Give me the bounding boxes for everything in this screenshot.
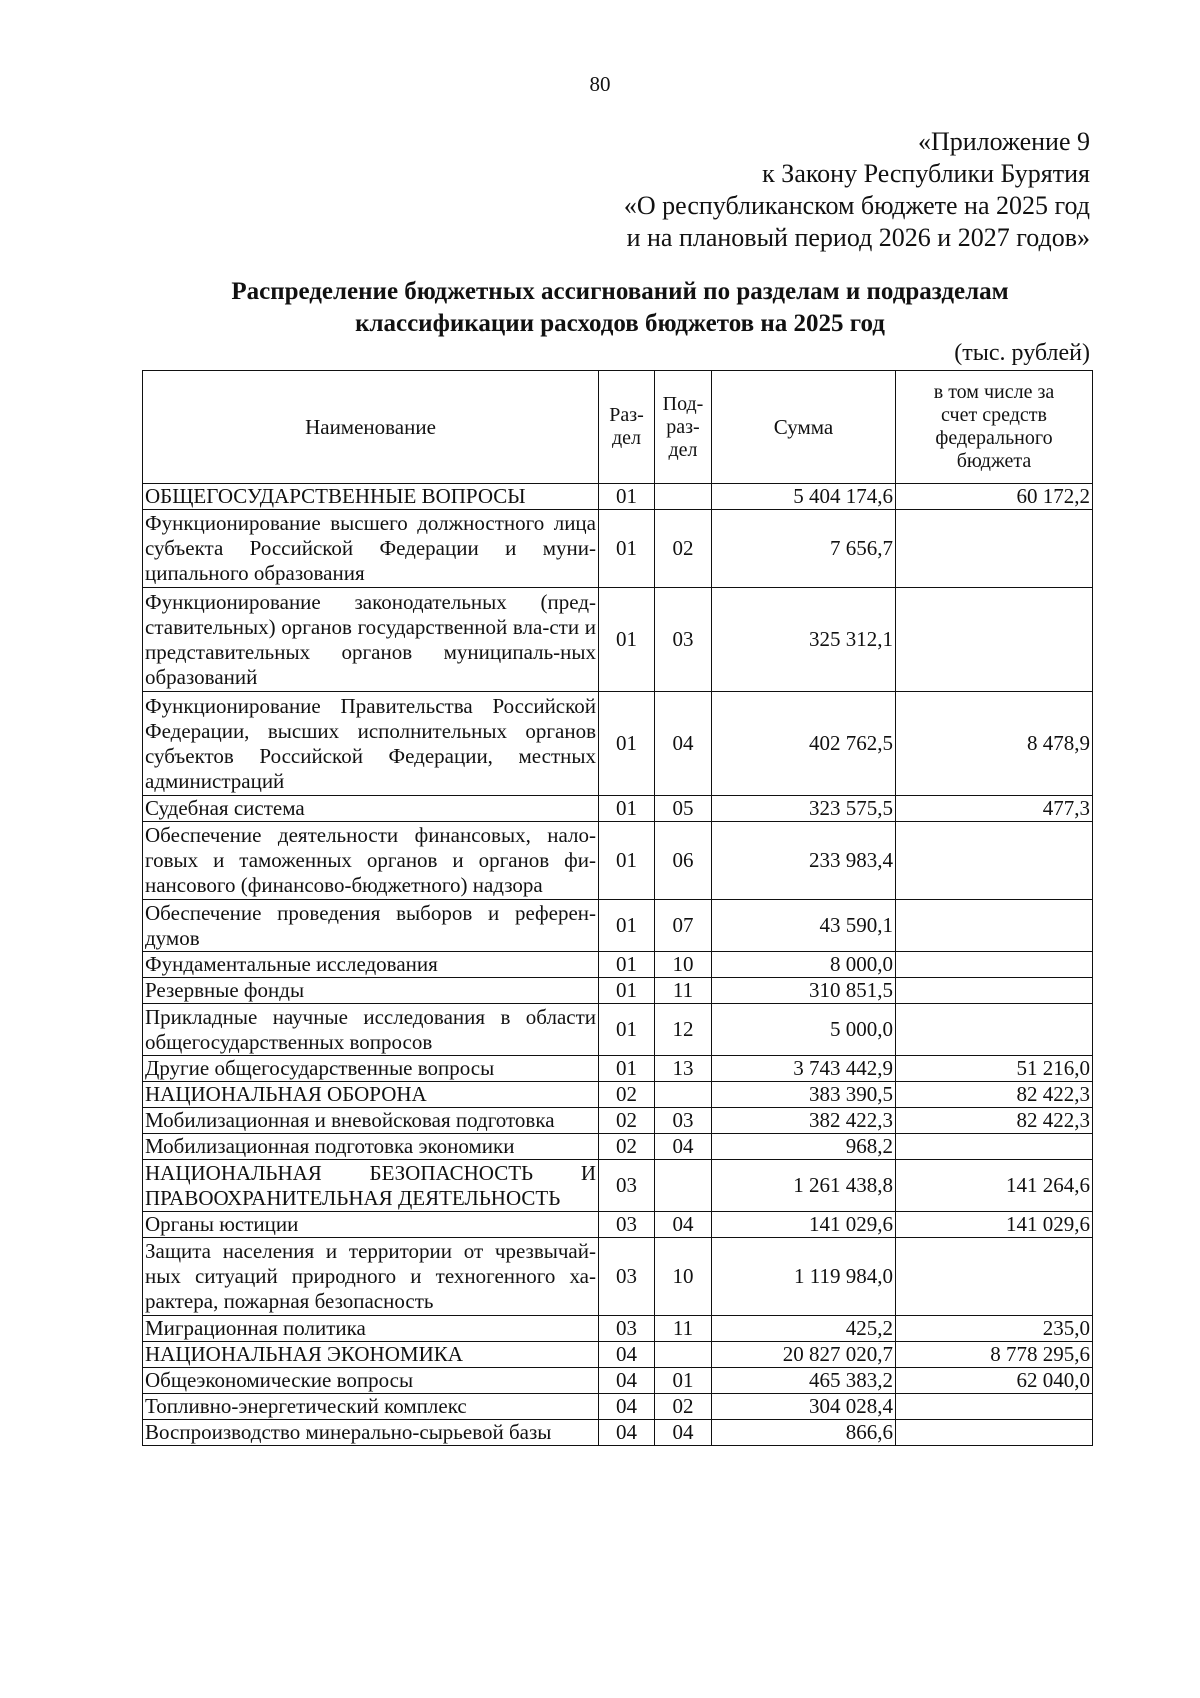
row-federal [896, 900, 1093, 952]
row-name: Прикладные научные исследования в области общегосударственных вопросов [143, 1004, 599, 1056]
row-subsection: 04 [655, 1212, 712, 1238]
row-federal: 82 422,3 [896, 1108, 1093, 1134]
table-row [143, 1212, 1093, 1238]
header-subsection: Под- раз- дел [655, 371, 712, 484]
row-name: ОБЩЕГОСУДАРСТВЕННЫЕ ВОПРОСЫ [143, 484, 599, 510]
row-section: 01 [599, 588, 655, 692]
row-sum: 7 656,7 [712, 510, 896, 588]
row-sum: 325 312,1 [712, 588, 896, 692]
row-section: 01 [599, 692, 655, 796]
row-section: 04 [599, 1368, 655, 1394]
row-name: Функционирование Правительства Российской Федерации, высших исполнительных органов субъектов Российской Федерации, местных администраций [143, 692, 599, 796]
row-subsection: 03 [655, 588, 712, 692]
row-subsection: 10 [655, 952, 712, 978]
table-row [143, 822, 1093, 900]
table-row [143, 1082, 1093, 1108]
row-sum: 43 590,1 [712, 900, 896, 952]
row-name: НАЦИОНАЛЬНАЯ БЕЗОПАСНОСТЬ И ПРАВООХРАНИТЕЛЬНАЯ ДЕЯТЕЛЬНОСТЬ [143, 1160, 599, 1212]
row-subsection: 02 [655, 510, 712, 588]
row-section: 02 [599, 1082, 655, 1108]
row-sum: 383 390,5 [712, 1082, 896, 1108]
row-sum: 323 575,5 [712, 796, 896, 822]
row-name: НАЦИОНАЛЬНАЯ ЭКОНОМИКА [143, 1342, 599, 1368]
row-subsection: 03 [655, 1108, 712, 1134]
row-subsection [655, 1342, 712, 1368]
row-federal [896, 822, 1093, 900]
row-name: Функционирование законодательных (пред-ставительных) органов государственной вла-сти и представительных органов муниципаль-ных образований [143, 588, 599, 692]
row-federal: 62 040,0 [896, 1368, 1093, 1394]
appendix-line: «О республиканском бюджете на 2025 год [623, 191, 1090, 220]
title-line: классификации расходов бюджетов на 2025 год [355, 310, 885, 337]
table-row [143, 484, 1093, 510]
appendix-line: к Закону Республики Бурятия [762, 159, 1090, 188]
table-row [143, 510, 1093, 588]
row-subsection: 11 [655, 1316, 712, 1342]
row-name: Органы юстиции [143, 1212, 599, 1238]
row-subsection: 01 [655, 1368, 712, 1394]
row-sum: 310 851,5 [712, 978, 896, 1004]
row-sum: 1 119 984,0 [712, 1238, 896, 1316]
header-sum: Сумма [712, 371, 896, 484]
table-row [143, 1238, 1093, 1316]
title-line: Распределение бюджетных ассигнований по разделам и подразделам [231, 278, 1009, 305]
header-federal: в том числе за счет средств федерального бюджета [896, 371, 1093, 484]
row-subsection: 06 [655, 822, 712, 900]
appendix-line: «Приложение 9 [917, 127, 1090, 156]
row-subsection: 11 [655, 978, 712, 1004]
row-section: 01 [599, 1004, 655, 1056]
row-subsection [655, 1160, 712, 1212]
row-section: 01 [599, 952, 655, 978]
row-sum: 1 261 438,8 [712, 1160, 896, 1212]
row-federal [896, 1238, 1093, 1316]
header-section: Раз- дел [599, 371, 655, 484]
row-federal [896, 1134, 1093, 1160]
row-section: 02 [599, 1108, 655, 1134]
page-number: 80 [589, 72, 611, 96]
row-federal [896, 1420, 1093, 1446]
row-section: 04 [599, 1420, 655, 1446]
row-federal [896, 952, 1093, 978]
row-sum: 382 422,3 [712, 1108, 896, 1134]
table-row [143, 1056, 1093, 1082]
header-name: Наименование [143, 371, 599, 484]
row-subsection: 04 [655, 1134, 712, 1160]
row-section: 04 [599, 1394, 655, 1420]
row-section: 03 [599, 1238, 655, 1316]
row-subsection: 04 [655, 1420, 712, 1446]
row-sum: 402 762,5 [712, 692, 896, 796]
row-subsection: 12 [655, 1004, 712, 1056]
row-federal [896, 1394, 1093, 1420]
row-sum: 968,2 [712, 1134, 896, 1160]
row-section: 03 [599, 1212, 655, 1238]
row-sum: 304 028,4 [712, 1394, 896, 1420]
row-federal: 8 478,9 [896, 692, 1093, 796]
row-name: НАЦИОНАЛЬНАЯ ОБОРОНА [143, 1082, 599, 1108]
table-row [143, 978, 1093, 1004]
row-sum: 141 029,6 [712, 1212, 896, 1238]
row-subsection [655, 1082, 712, 1108]
row-federal: 60 172,2 [896, 484, 1093, 510]
table-row [143, 588, 1093, 692]
row-name: Обеспечение проведения выборов и референ-думов [143, 900, 599, 952]
table-row [143, 1368, 1093, 1394]
row-section: 01 [599, 900, 655, 952]
table-row [143, 1004, 1093, 1056]
row-name: Другие общегосударственные вопросы [143, 1056, 599, 1082]
row-section: 01 [599, 484, 655, 510]
row-name: Защита населения и территории от чрезвычай-ных ситуаций природного и техногенного ха-рактера, пожарная безопасность [143, 1238, 599, 1316]
row-federal: 141 029,6 [896, 1212, 1093, 1238]
row-sum: 3 743 442,9 [712, 1056, 896, 1082]
row-federal: 8 778 295,6 [896, 1342, 1093, 1368]
table-row [143, 1108, 1093, 1134]
row-section: 01 [599, 796, 655, 822]
table-row [143, 1134, 1093, 1160]
row-name: Общеэкономические вопросы [143, 1368, 599, 1394]
row-name: Воспроизводство минерально-сырьевой базы [143, 1420, 599, 1446]
budget-table [142, 370, 1093, 1446]
row-federal [896, 588, 1093, 692]
row-subsection: 04 [655, 692, 712, 796]
row-section: 04 [599, 1342, 655, 1368]
row-federal [896, 1004, 1093, 1056]
row-sum: 233 983,4 [712, 822, 896, 900]
row-federal: 235,0 [896, 1316, 1093, 1342]
table-row [143, 1394, 1093, 1420]
row-name: Мобилизационная и вневойсковая подготовка [143, 1108, 599, 1134]
row-sum: 465 383,2 [712, 1368, 896, 1394]
table-row [143, 1160, 1093, 1212]
row-name: Фундаментальные исследования [143, 952, 599, 978]
row-name: Обеспечение деятельности финансовых, нало-говых и таможенных органов и органов фи-нансового (финансово-бюджетного) надзора [143, 822, 599, 900]
appendix-header [624, 126, 1090, 254]
row-subsection: 07 [655, 900, 712, 952]
row-subsection: 13 [655, 1056, 712, 1082]
document-title [140, 276, 1100, 340]
row-name: Судебная система [143, 796, 599, 822]
row-sum: 20 827 020,7 [712, 1342, 896, 1368]
table-row [143, 692, 1093, 796]
appendix-line: и на плановый период 2026 и 2027 годов» [626, 223, 1090, 252]
row-name: Функционирование высшего должностного лица субъекта Российской Федерации и муни-ципального образования [143, 510, 599, 588]
row-subsection: 05 [655, 796, 712, 822]
row-sum: 866,6 [712, 1420, 896, 1446]
table-row [143, 1316, 1093, 1342]
table-row [143, 1342, 1093, 1368]
row-section: 02 [599, 1134, 655, 1160]
row-federal: 82 422,3 [896, 1082, 1093, 1108]
row-section: 01 [599, 978, 655, 1004]
row-name: Миграционная политика [143, 1316, 599, 1342]
table-header-row [143, 371, 1093, 484]
row-sum: 5 000,0 [712, 1004, 896, 1056]
row-name: Резервные фонды [143, 978, 599, 1004]
row-section: 01 [599, 510, 655, 588]
row-sum: 425,2 [712, 1316, 896, 1342]
table-row [143, 952, 1093, 978]
row-name: Мобилизационная подготовка экономики [143, 1134, 599, 1160]
row-subsection [655, 484, 712, 510]
table-row [143, 900, 1093, 952]
row-section: 03 [599, 1160, 655, 1212]
row-subsection: 02 [655, 1394, 712, 1420]
row-section: 01 [599, 822, 655, 900]
row-name: Топливно-энергетический комплекс [143, 1394, 599, 1420]
row-federal: 477,3 [896, 796, 1093, 822]
table-body [143, 484, 1093, 1446]
row-federal: 51 216,0 [896, 1056, 1093, 1082]
row-sum: 5 404 174,6 [712, 484, 896, 510]
row-federal: 141 264,6 [896, 1160, 1093, 1212]
table-row [143, 1420, 1093, 1446]
table-row [143, 796, 1093, 822]
row-subsection: 10 [655, 1238, 712, 1316]
units-label: (тыс. рублей) [954, 340, 1090, 366]
row-federal [896, 978, 1093, 1004]
row-federal [896, 510, 1093, 588]
row-section: 01 [599, 1056, 655, 1082]
row-section: 03 [599, 1316, 655, 1342]
row-sum: 8 000,0 [712, 952, 896, 978]
